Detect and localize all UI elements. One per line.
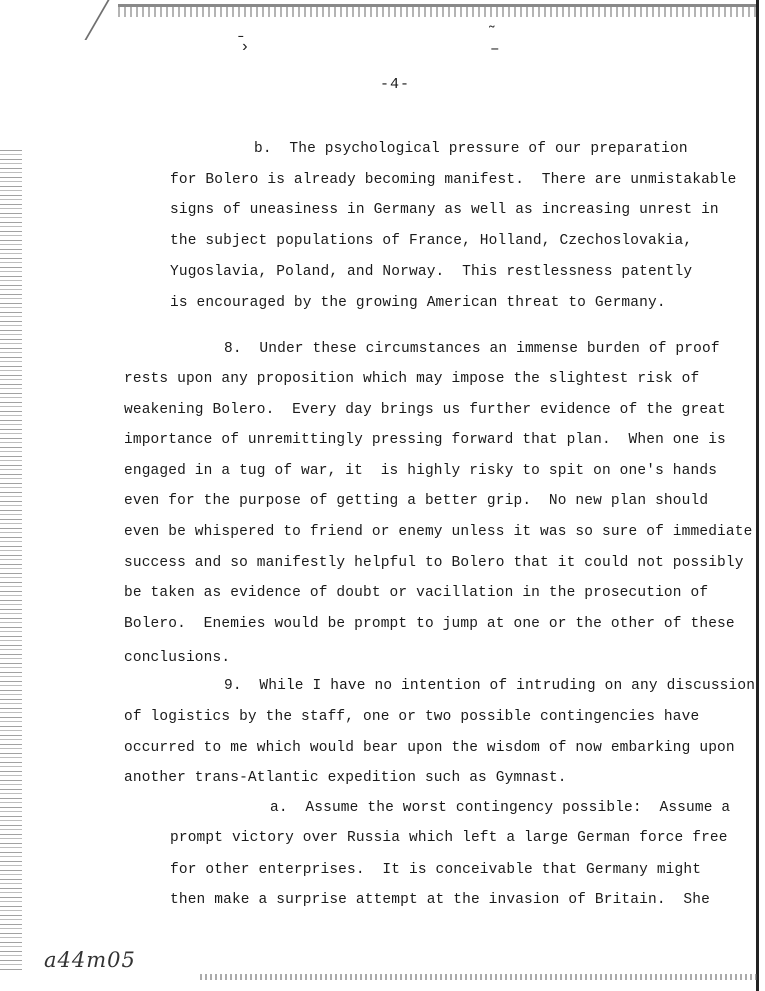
text-line: is encouraged by the growing American threat to Germany. (170, 295, 666, 311)
text-line: rests upon any proposition which may impose the slightest risk of (124, 371, 700, 387)
scan-top-edge (118, 4, 758, 17)
scan-bottom-edge (200, 974, 760, 980)
text-line: even for the purpose of getting a better grip. No new plan should (124, 493, 709, 509)
text-line: weakening Bolero. Every day brings us further evidence of the great (124, 402, 726, 418)
text-line: the subject populations of France, Holland, Czechoslovakia, (170, 233, 693, 249)
text-line: 8. Under these circumstances an immense burden of proof (224, 341, 720, 357)
scan-mark: › (240, 38, 250, 56)
handwritten-reference-note: a44m05 (44, 948, 136, 972)
text-line: Yugoslavia, Poland, and Norway. This restlessness patently (170, 264, 693, 280)
text-line: occurred to me which would bear upon the wisdom of now embarking upon (124, 740, 735, 756)
text-line: conclusions. (124, 650, 231, 666)
text-line: be taken as evidence of doubt or vacillation in the prosecution of (124, 585, 709, 601)
text-line: of logistics by the staff, one or two possible contingencies have (124, 709, 700, 725)
text-line: 9. While I have no intention of intruding on any discussion (224, 678, 756, 694)
scan-corner-fold (84, 0, 139, 40)
text-line: engaged in a tug of war, it is highly risky to spit on one's hands (124, 463, 718, 479)
scan-left-edge (0, 150, 22, 970)
scan-mark: ˗ (236, 26, 246, 44)
scan-mark: – (490, 40, 500, 58)
text-line: signs of uneasiness in Germany as well as increasing unrest in (170, 202, 719, 218)
text-line: another trans-Atlantic expedition such as Gymnast. (124, 770, 567, 786)
text-line: prompt victory over Russia which left a large German force free (170, 830, 728, 846)
scan-mark: ˜ (487, 24, 497, 42)
text-line: success and so manifestly helpful to Bolero that it could not possibly (124, 555, 744, 571)
page-number: -4- (380, 76, 411, 93)
text-line: then make a surprise attempt at the invasion of Britain. She (170, 892, 710, 908)
text-line: even be whispered to friend or enemy unless it was so sure of immediate (124, 524, 753, 540)
text-line: a. Assume the worst contingency possible: Assume a (270, 800, 731, 816)
text-line: b. The psychological pressure of our preparation (254, 141, 688, 157)
text-line: Bolero. Enemies would be prompt to jump at one or the other of these (124, 616, 735, 632)
text-line: for other enterprises. It is conceivable that Germany might (170, 862, 702, 878)
text-line: importance of unremittingly pressing forward that plan. When one is (124, 432, 726, 448)
scan-right-edge (756, 0, 759, 991)
text-line: for Bolero is already becoming manifest. There are unmistakable (170, 172, 737, 188)
